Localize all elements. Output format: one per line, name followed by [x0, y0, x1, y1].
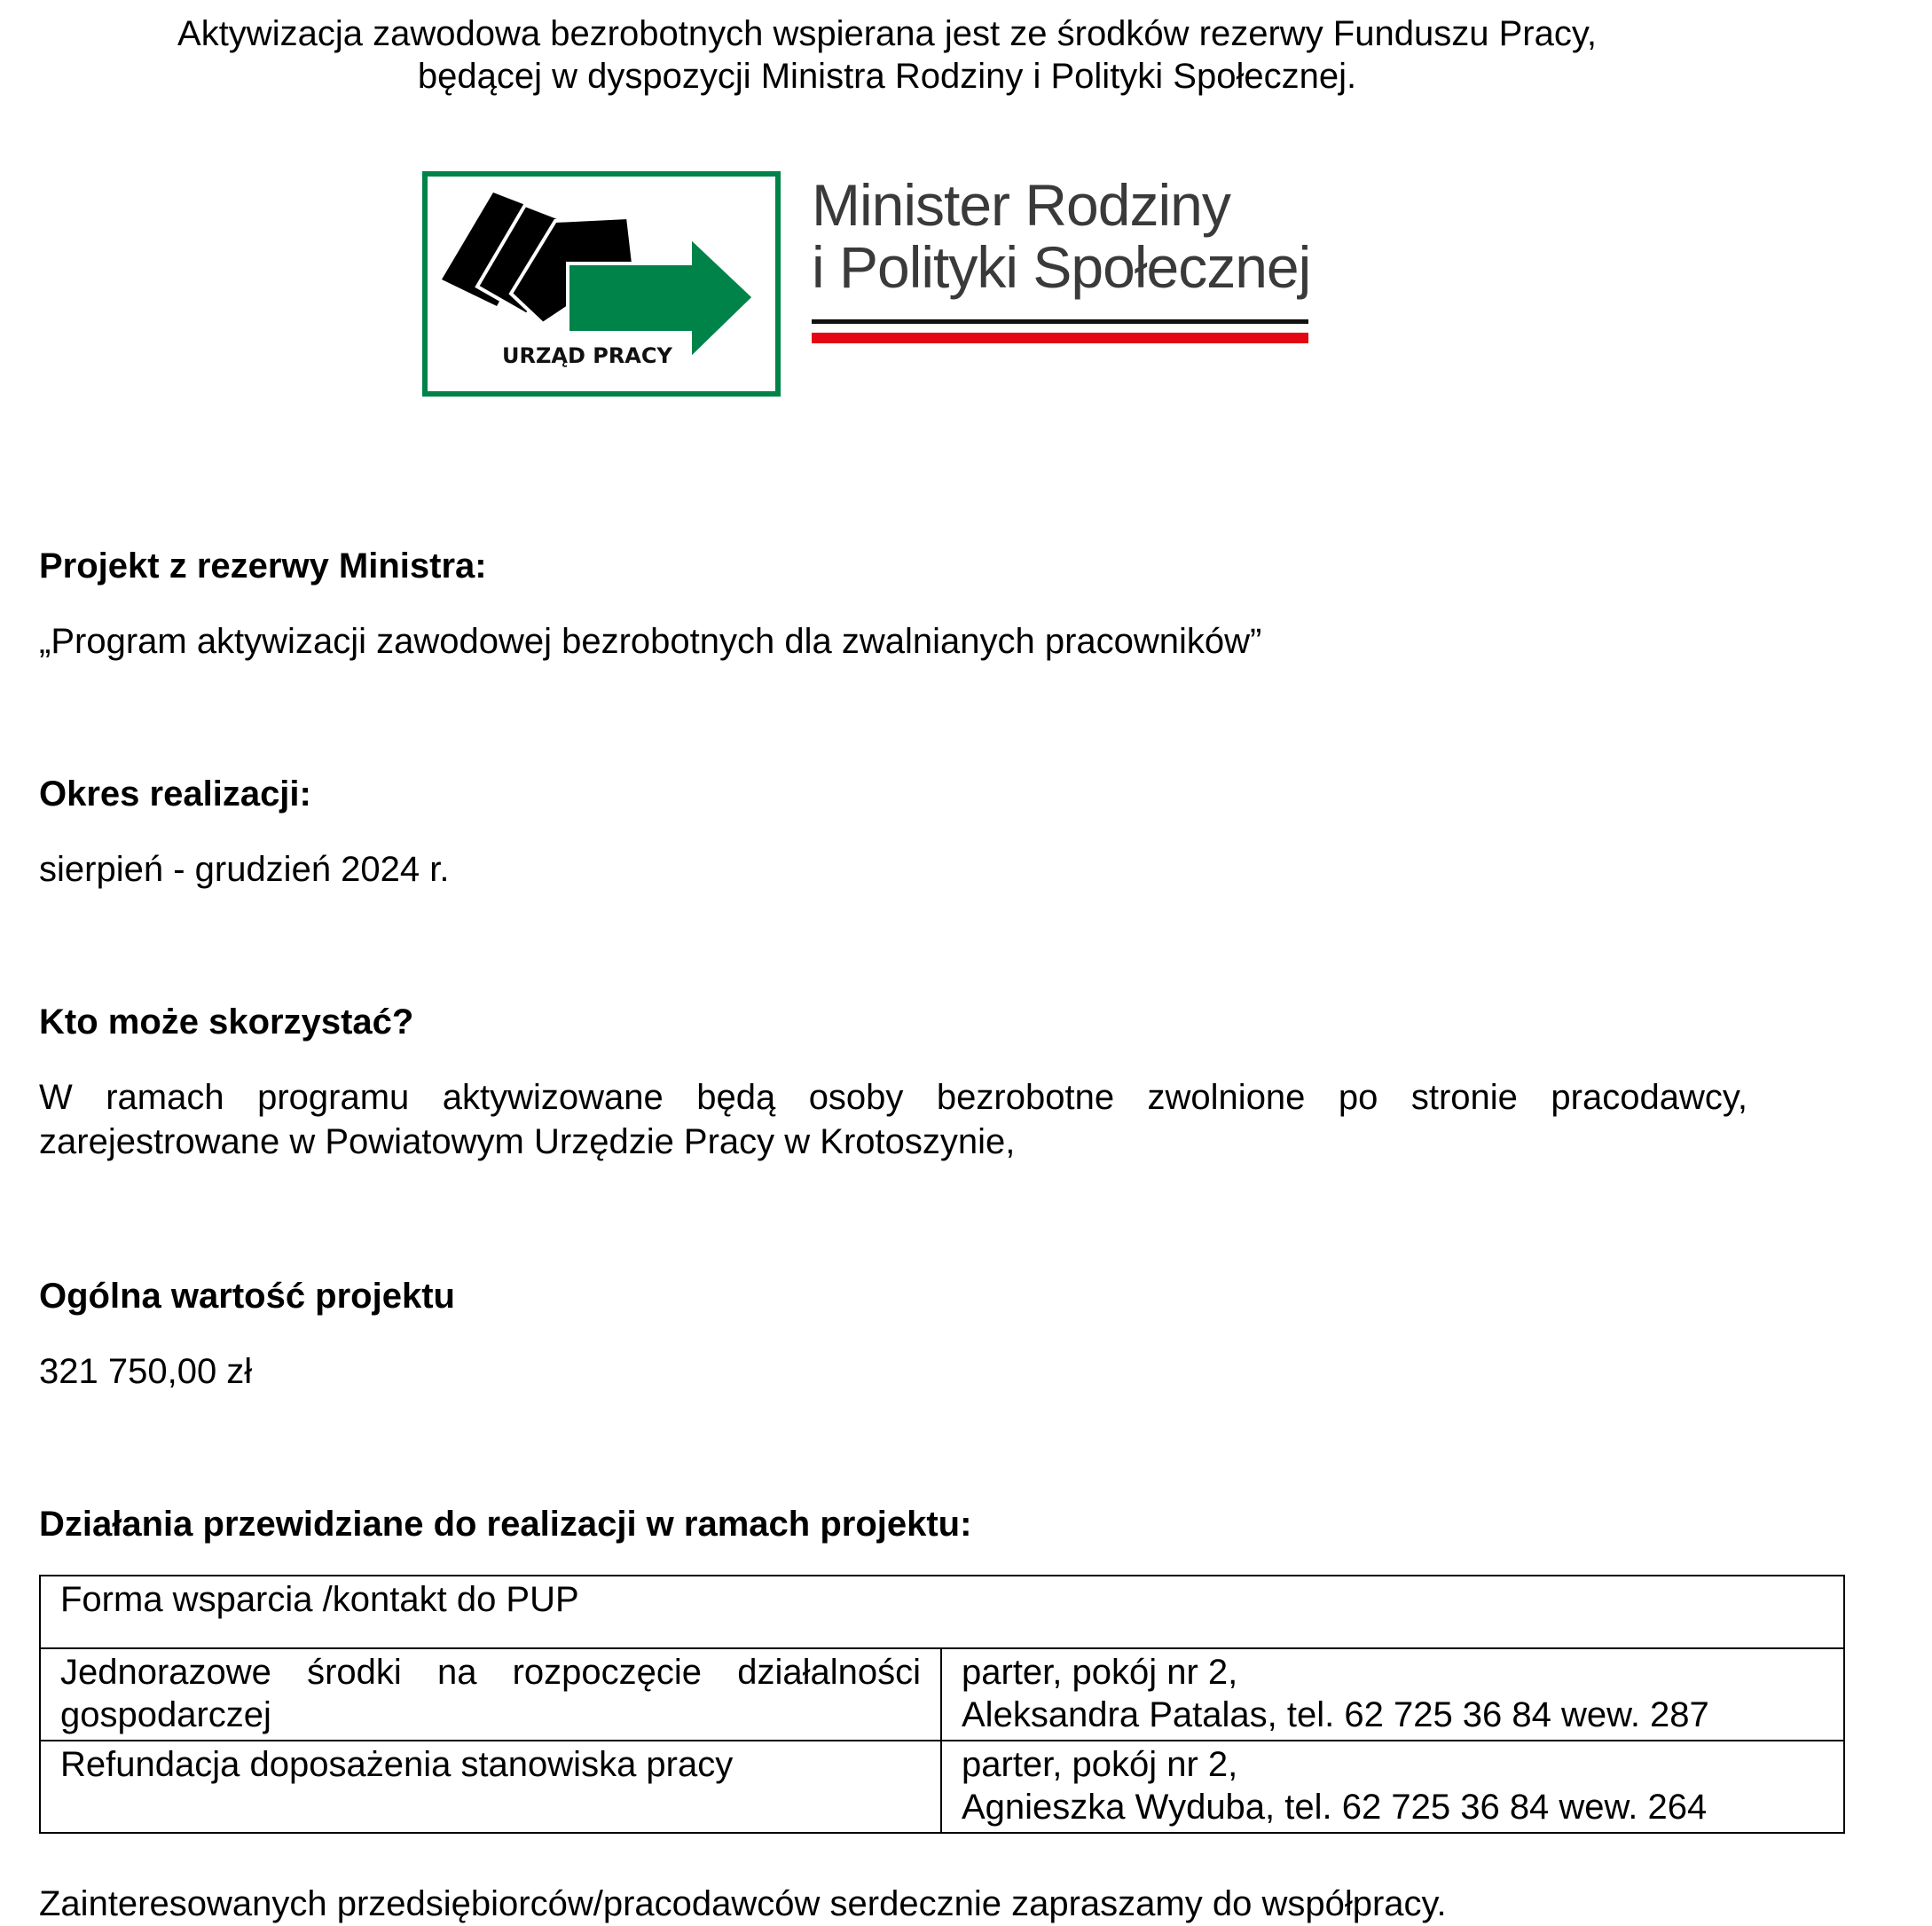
table-row — [40, 1648, 1844, 1741]
minister-logo-black-stripe — [812, 319, 1308, 324]
contact-location: parter, pokój nr 2, — [962, 1653, 1238, 1692]
project-heading: Projekt z rezerwy Ministra: — [39, 546, 487, 586]
support-form-cell: Refundacja doposażenia stanowiska pracy — [40, 1741, 941, 1833]
header-line-2: będącej w dyspozycji Ministra Rodziny i Polityki Społecznej. — [417, 57, 1357, 96]
minister-logo-line-2: i Polityki Społecznej — [812, 234, 1311, 300]
minister-logo — [812, 174, 1310, 343]
value-amount: 321 750,00 zł — [39, 1352, 253, 1391]
period-value: sierpień - grudzień 2024 r. — [39, 850, 450, 889]
header-note — [0, 12, 1774, 98]
eligibility-heading: Kto może skorzystać? — [39, 1002, 414, 1042]
header-line-1: Aktywizacja zawodowa bezrobotnych wspierana jest ze środków rezerwy Funduszu Pracy, — [177, 14, 1597, 53]
value-heading: Ogólna wartość projektu — [39, 1277, 455, 1316]
contact-person: Agnieszka Wyduba, tel. 62 725 36 84 wew. 264 — [962, 1788, 1708, 1827]
table-header-cell: Forma wsparcia /kontakt do PUP — [40, 1576, 1844, 1648]
table-row — [40, 1741, 1844, 1833]
contact-cell — [941, 1648, 1844, 1741]
project-name: „Program aktywizacji zawodowej bezrobotnych dla zwalnianych pracowników” — [39, 622, 1262, 661]
table-header-row — [40, 1576, 1844, 1648]
period-heading: Okres realizacji: — [39, 774, 311, 814]
urzad-pracy-label: URZĄD PRACY — [502, 343, 672, 368]
minister-logo-line-1: Minister Rodziny — [812, 172, 1230, 238]
minister-logo-red-stripe — [812, 333, 1308, 343]
contact-location: parter, pokój nr 2, — [962, 1745, 1238, 1784]
closing-note: Zainteresowanych przedsiębiorców/pracodawców serdecznie zapraszamy do współpracy. — [39, 1884, 1447, 1923]
eligibility-text: W ramach programu aktywizowane będą osoby bezrobotne zwolnione po stronie pracodawcy, zarejestrowane w Powiatowym Urzędzie Pracy w Krotoszynie, — [39, 1078, 1747, 1161]
support-table — [39, 1575, 1845, 1834]
actions-heading: Działania przewidziane do realizacji w ramach projektu: — [39, 1505, 972, 1544]
urzad-pracy-logo-graphic — [422, 171, 781, 397]
support-form-cell: Jednorazowe środki na rozpoczęcie działalności gospodarczej — [40, 1648, 941, 1741]
contact-person: Aleksandra Patalas, tel. 62 725 36 84 wew. 287 — [962, 1695, 1709, 1734]
urzad-pracy-logo — [422, 171, 781, 401]
contact-cell — [941, 1741, 1844, 1833]
